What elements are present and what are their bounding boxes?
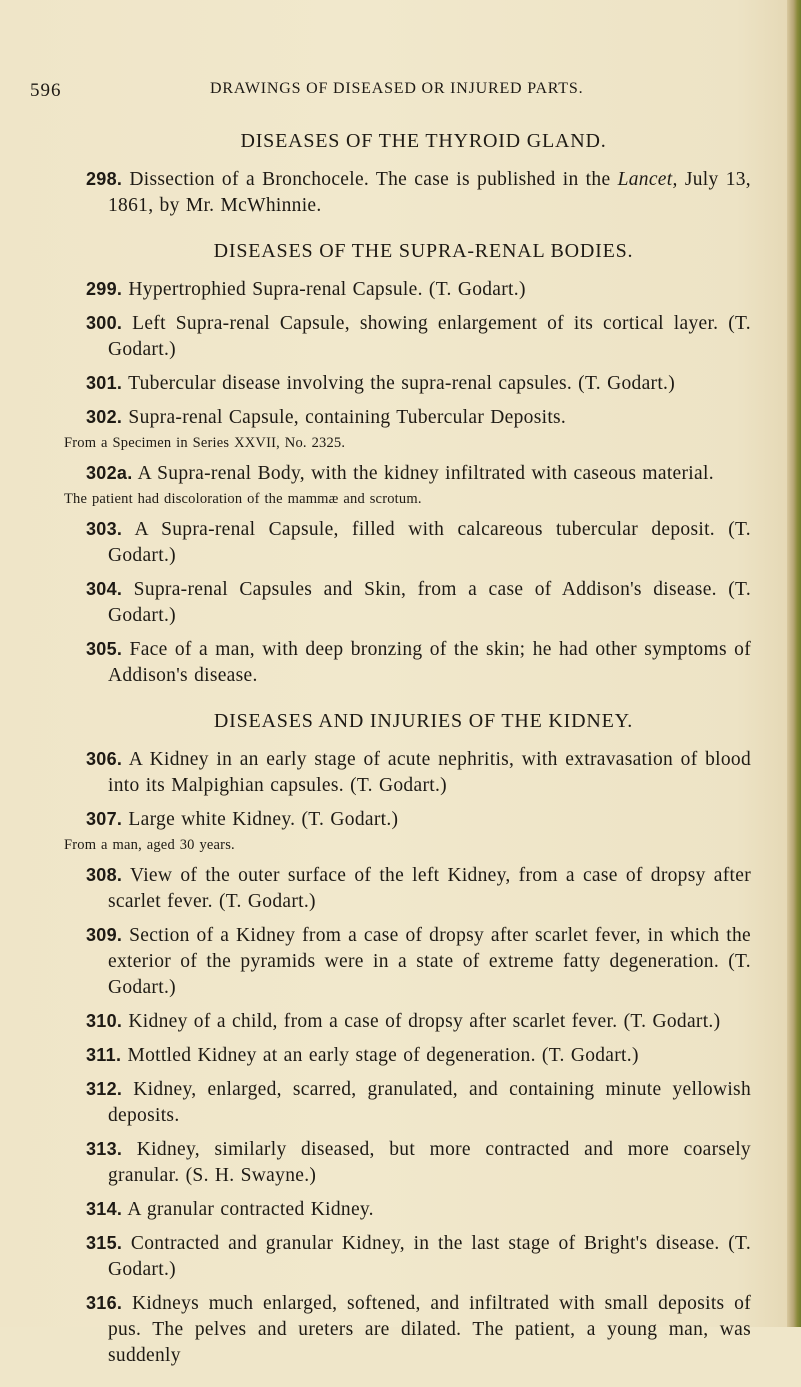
- entry-text: Left Supra-renal Capsule, showing enlargement of its cortical layer. (T. Godart.): [108, 313, 751, 360]
- entry-number: 300.: [86, 313, 123, 333]
- entry-number: 315.: [86, 1233, 123, 1253]
- entry-text: Mottled Kidney at an early stage of degeneration. (T. Godart.): [127, 1045, 639, 1066]
- entry-number: 312.: [86, 1079, 123, 1099]
- journal-title: Lancet,: [617, 169, 678, 190]
- entry-text: Kidney, enlarged, scarred, granulated, and containing minute yellowish deposits.: [108, 1079, 751, 1126]
- entry-text: Kidney, similarly diseased, but more contracted and more coarsely granular. (S. H. Swayne.): [108, 1139, 751, 1186]
- entry-number: 305.: [86, 639, 123, 659]
- entry-311: [86, 1042, 751, 1069]
- running-head: DRAWINGS OF DISEASED OR INJURED PARTS.: [210, 80, 584, 97]
- page-header: [30, 80, 770, 104]
- entry-307: [86, 806, 751, 833]
- entry-299: [86, 276, 751, 303]
- entry-number: 311.: [86, 1045, 122, 1065]
- entry-number: 302a.: [86, 463, 133, 483]
- entry-314: [86, 1196, 751, 1223]
- entry-text: Face of a man, with deep bronzing of the skin; he had other symptoms of Addison's disease.: [108, 639, 751, 686]
- entry-302: [86, 404, 751, 431]
- page-edge: [787, 0, 801, 1327]
- entry-number: 314.: [86, 1199, 123, 1219]
- entry-text: Contracted and granular Kidney, in the last stage of Bright's disease. (T. Godart.): [108, 1233, 751, 1280]
- entry-text: Hypertrophied Supra-renal Capsule. (T. Godart.): [128, 279, 526, 300]
- entry-310: [86, 1008, 751, 1035]
- section-title: DISEASES AND INJURIES OF THE KIDNEY.: [213, 710, 634, 732]
- entry-text: July 13, 1861, by Mr. McWhinnie.: [108, 169, 751, 216]
- entry-text: A Kidney in an early stage of acute nephritis, with extravasation of blood into its Malpighian capsules. (T. Godart.): [108, 749, 751, 796]
- entry-301: [86, 370, 751, 397]
- entry-number: 307.: [86, 809, 123, 829]
- entry-number: 313.: [86, 1139, 123, 1159]
- entry-number: 303.: [86, 519, 123, 539]
- entry-number: 316.: [86, 1293, 123, 1313]
- entry-text: Dissection of a Bronchocele. The case is published in the: [129, 169, 618, 190]
- entry-note: The patient had discoloration of the mammæ and scrotum.: [64, 491, 422, 507]
- entry-number: 306.: [86, 749, 123, 769]
- entry-number: 310.: [86, 1011, 123, 1031]
- entry-number: 298.: [86, 169, 123, 189]
- entry-note: From a Specimen in Series XXVII, No. 2325.: [64, 435, 346, 451]
- section-title: DISEASES OF THE SUPRA-RENAL BODIES.: [213, 240, 634, 262]
- entry-309: [86, 922, 751, 1001]
- page-content: [64, 127, 751, 1387]
- entry-number: 309.: [86, 925, 123, 945]
- entry-text: A granular contracted Kidney.: [127, 1199, 374, 1220]
- entry-note: From a man, aged 30 years.: [64, 837, 235, 853]
- entry-text: Section of a Kidney from a case of dropsy after scarlet fever, in which the exterior of the pyramids were in a state of extreme fatty degeneration. (T. Godart.): [108, 925, 751, 998]
- entry-number: 304.: [86, 579, 123, 599]
- entry-316: [86, 1290, 751, 1369]
- entry-304: [86, 576, 751, 629]
- entry-text: Kidney of a child, from a case of dropsy after scarlet fever. (T. Godart.): [128, 1011, 721, 1032]
- entry-315: [86, 1230, 751, 1283]
- entry-number: 308.: [86, 865, 123, 885]
- entry-313: [86, 1136, 751, 1189]
- entry-308: [86, 862, 751, 915]
- entry-300: [86, 310, 751, 363]
- entry-text: Supra-renal Capsules and Skin, from a case of Addison's disease. (T. Godart.): [108, 579, 751, 626]
- section-kidney: [64, 707, 751, 1369]
- entry-text: Supra-renal Capsule, containing Tubercular Deposits.: [128, 407, 567, 428]
- entry-text: A Supra-renal Capsule, filled with calcareous tubercular deposit. (T. Godart.): [108, 519, 751, 566]
- entry-number: 302.: [86, 407, 123, 427]
- entry-text: Kidneys much enlarged, softened, and infiltrated with small deposits of pus. The pelves and ureters are dilated. The patient, a young man, was suddenly: [108, 1293, 751, 1366]
- page-number: 596: [30, 80, 62, 101]
- entry-text: A Supra-renal Body, with the kidney infiltrated with caseous material.: [137, 463, 714, 484]
- entry-306: [86, 746, 751, 799]
- entry-text: View of the outer surface of the left Kidney, from a case of dropsy after scarlet fever. (T. Godart.): [108, 865, 751, 912]
- entry-text: Large white Kidney. (T. Godart.): [128, 809, 399, 830]
- section-title: DISEASES OF THE THYROID GLAND.: [240, 130, 607, 152]
- entry-303: [86, 516, 751, 569]
- entry-312: [86, 1076, 751, 1129]
- entry-305: [86, 636, 751, 689]
- section-supra-renal: [64, 237, 751, 689]
- entry-302a: [86, 460, 751, 487]
- section-thyroid: [86, 127, 751, 219]
- entry-number: 299.: [86, 279, 123, 299]
- entry-number: 301.: [86, 373, 123, 393]
- entry-298: [86, 166, 751, 219]
- entry-text: Tubercular disease involving the supra-renal capsules. (T. Godart.): [128, 373, 676, 394]
